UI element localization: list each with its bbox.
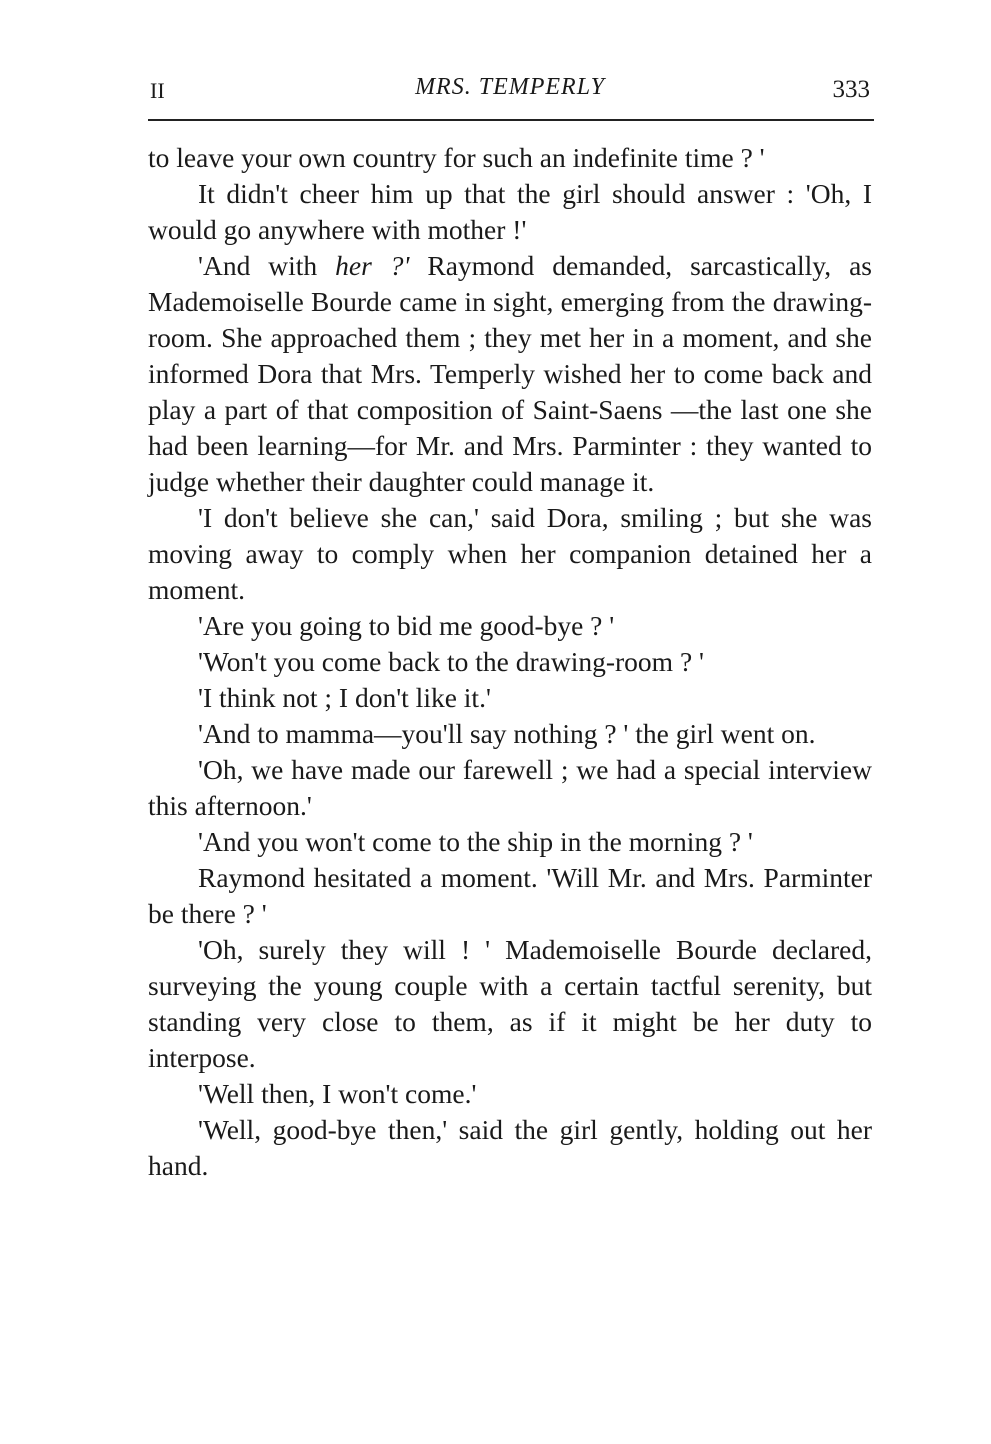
- paragraph: [148, 824, 872, 860]
- paragraph-text: 'Won't you come back to the drawing-room ? ': [198, 646, 704, 677]
- paragraph-text: 'And you won't come to the ship in the morning ? ': [198, 826, 753, 857]
- paragraph-text: 'I don't believe she can,' said Dora, smiling ; but she was moving away to comply when her companion detained her a moment.: [148, 502, 872, 605]
- paragraph-text: Raymond hesitated a moment. 'Will Mr. and Mrs. Parminter be there ? ': [148, 862, 872, 929]
- paragraph-text: 'Well then, I won't come.': [198, 1078, 477, 1109]
- paragraph-text: It didn't cheer him up that the girl should answer : 'Oh, I would go anywhere with mother !': [148, 178, 872, 245]
- paragraph-text: to leave your own country for such an indefinite time ? ': [148, 142, 765, 173]
- paragraph: [148, 1076, 872, 1112]
- paragraph-text: 'And to mamma—you'll say nothing ? ' the girl went on.: [198, 718, 816, 749]
- italic-text: her ?': [335, 250, 410, 281]
- paragraph: [148, 716, 872, 752]
- paragraph: [148, 608, 872, 644]
- paragraph-text: 'I think not ; I don't like it.': [198, 682, 491, 713]
- paragraph: [148, 752, 872, 824]
- paragraph: [148, 860, 872, 932]
- page-number: 333: [832, 76, 870, 103]
- header-rule: [148, 119, 874, 121]
- paragraph-text: Raymond demanded, sarcastically, as Mademoiselle Bourde came in sight, emerging from the drawing-room. She approached them ; they met her in a moment, and she informed Dora that Mrs. Temperly wished her to come back and play a part of that composition of Saint-Saens —the last one she had been learning—for Mr. and Mrs. Parminter : they wanted to judge whether their daughter could manage it.: [148, 250, 872, 497]
- paragraph: [148, 176, 872, 248]
- paragraph-text: 'Are you going to bid me good-bye ? ': [198, 610, 615, 641]
- paragraph: [148, 140, 872, 176]
- running-header: [148, 68, 872, 112]
- paragraph-text: 'Oh, surely they will ! ' Mademoiselle Bourde declared, surveying the young couple with a certain tactful serenity, but standing very close to them, as if it might be her duty to interpose.: [148, 934, 872, 1073]
- body-text: [148, 140, 872, 1184]
- paragraph: [148, 680, 872, 716]
- signature-mark: II: [150, 78, 165, 103]
- paragraph: [148, 248, 872, 500]
- paragraph: [148, 932, 872, 1076]
- paragraph-text: 'Well, good-bye then,' said the girl gently, holding out her hand.: [148, 1114, 872, 1181]
- paragraph: [148, 1112, 872, 1184]
- paragraph: [148, 500, 872, 608]
- running-title: MRS. TEMPERLY: [415, 74, 605, 100]
- paragraph-text: 'And with: [198, 250, 336, 281]
- paragraph-text: 'Oh, we have made our farewell ; we had a special interview this afternoon.': [148, 754, 872, 821]
- paragraph: [148, 644, 872, 680]
